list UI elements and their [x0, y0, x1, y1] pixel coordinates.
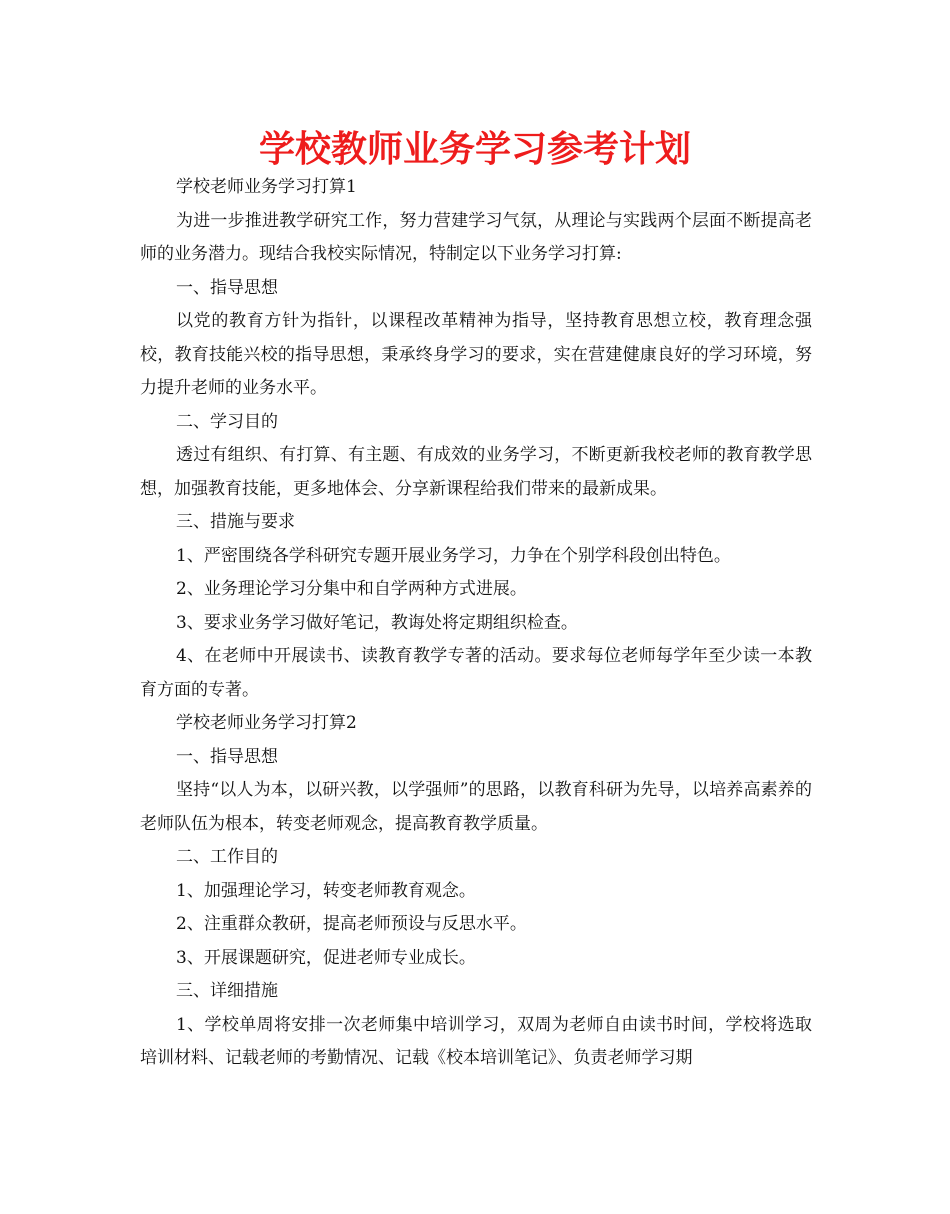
section-heading: 一、指导思想 [176, 746, 278, 767]
paragraph: 学校老师业务学习打算2 [176, 713, 357, 733]
document-title: 学校教师业务学习参考计划 [258, 129, 691, 170]
list-item: 3、开展课题研究，促进老师专业成长。 [176, 947, 476, 968]
list-item: 1、学校单周将安排一次老师集中培训学习，双周为老师自由读书时间，学校将选取培训材料、记载老师的考勤情况、记载《校本培训笔记》、负责老师学习期 [140, 1014, 812, 1068]
list-item: 1、加强理论学习，转变老师教育观念。 [176, 880, 476, 901]
section-heading: 二、工作目的 [176, 847, 278, 867]
list-item: 2、注重群众教研，提高老师预设与反思水平。 [176, 914, 527, 934]
document-body [140, 171, 812, 1076]
list-item: 4、在老师中开展读书、读教育教学专著的活动。要求每位老师每学年至少读一本教育方面的专著。 [140, 646, 812, 700]
section-heading: 三、详细措施 [176, 981, 278, 1001]
paragraph: 以党的教育方针为指针，以课程改革精神为指导，坚持教育思想立校，教育理念强校，教育技能兴校的指导思想，秉承终身学习的要求，实在营建健康良好的学习环境，努力提升老师的业务水平。 [140, 311, 812, 398]
section-heading: 一、指导思想 [176, 277, 278, 298]
paragraph: 为进一步推进教学研究工作，努力营建学习气氛，从理论与实践两个层面不断提高老师的业务潜力。现结合我校实际情况，特制定以下业务学习打算: [140, 210, 812, 264]
paragraph: 坚持“以人为本，以研兴教，以学强师”的思路，以教育科研为先导，以培养高素养的老师队伍为根本，转变老师观念，提高教育教学质量。 [140, 780, 812, 834]
list-item: 1、严密围绕各学科研究专题开展业务学习，力争在个别学科段创出特色。 [176, 545, 731, 566]
section-heading: 三、措施与要求 [176, 512, 295, 532]
section-heading: 二、学习目的 [176, 411, 278, 432]
paragraph: 透过有组织、有打算、有主题、有成效的业务学习，不断更新我校老师的教育教学思想，加强教育技能，更多地体会、分享新课程给我们带来的最新成果。 [140, 445, 812, 499]
list-item: 3、要求业务学习做好笔记，教诲处将定期组织检查。 [176, 612, 578, 633]
paragraph: 学校老师业务学习打算1 [176, 177, 357, 197]
list-item: 2、业务理论学习分集中和自学两种方式进展。 [176, 579, 527, 599]
